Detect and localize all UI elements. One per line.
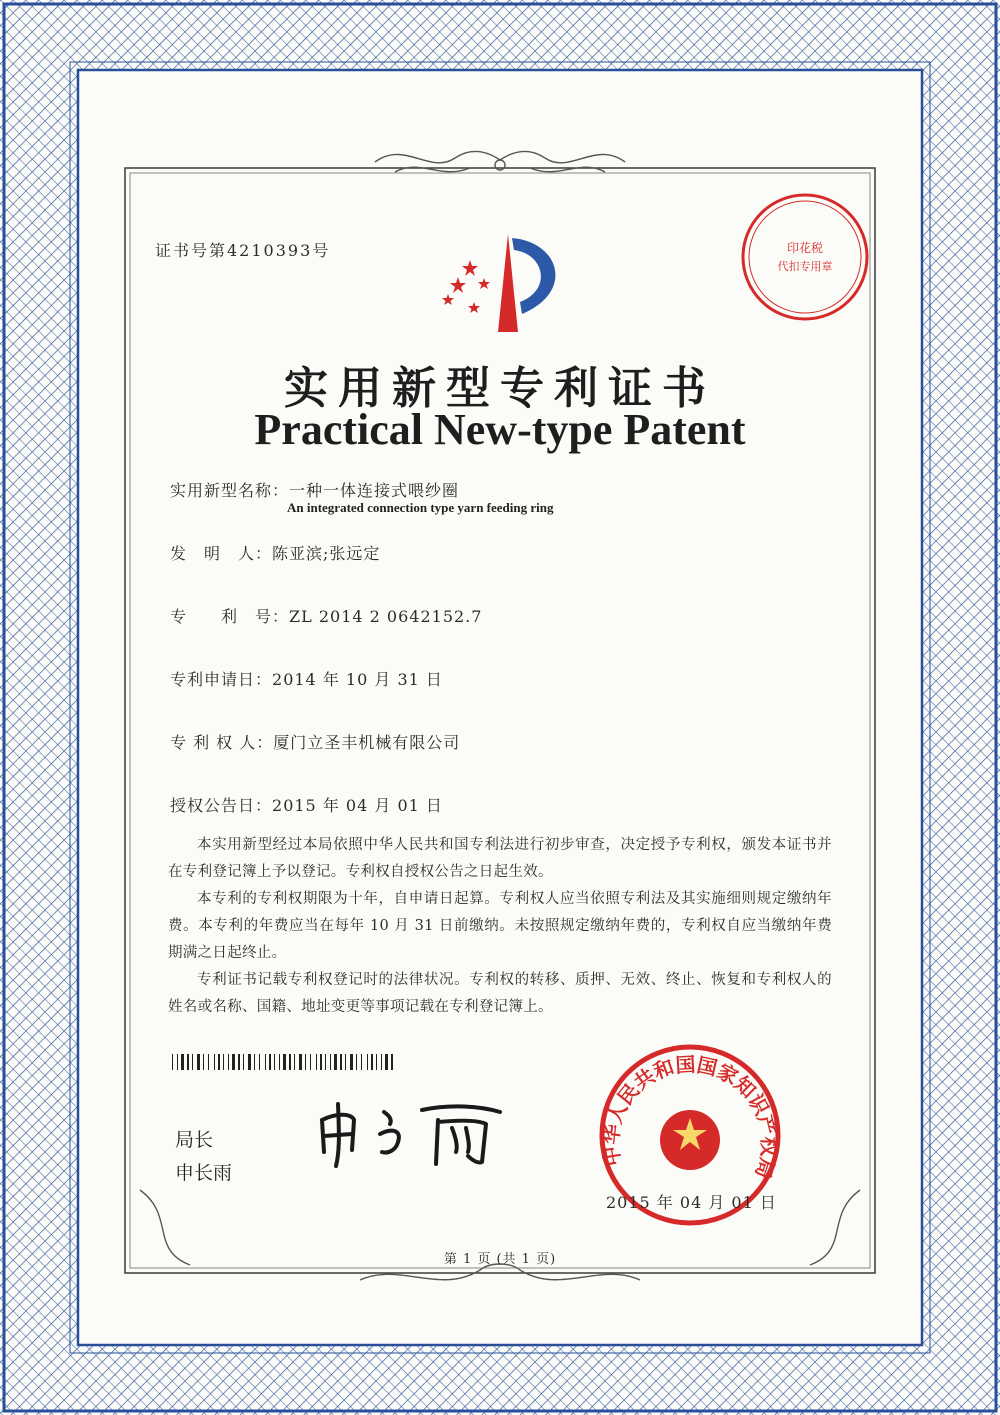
grant-date-row — [170, 793, 443, 816]
barcode-bar — [330, 1054, 331, 1070]
barcode-bar — [243, 1054, 244, 1070]
barcode-bar — [265, 1054, 266, 1070]
barcode-bar — [218, 1054, 220, 1070]
barcode-bar — [177, 1054, 178, 1070]
filing-date-row — [170, 667, 443, 690]
barcode-bar — [305, 1054, 306, 1070]
patentee-row — [170, 730, 460, 753]
barcode-bar — [274, 1054, 275, 1070]
barcode — [172, 1054, 394, 1070]
barcode-bar — [299, 1054, 302, 1070]
barcode-bar — [361, 1054, 362, 1070]
barcode-bar — [181, 1054, 184, 1070]
seal-date: 2015 年 04 月 01 日 — [606, 1193, 777, 1212]
barcode-bar — [254, 1054, 255, 1070]
patentee-label: 专 利 权 人： — [170, 733, 274, 752]
grant-date-value: 2015 年 04 月 01 日 — [272, 796, 443, 815]
barcode-bar — [325, 1054, 326, 1070]
svg-text:印花税: 印花税 — [786, 241, 824, 255]
inventor-row — [170, 541, 380, 564]
patent-number-value: ZL 2014 2 0642152.7 — [289, 607, 483, 626]
patent-number-row — [170, 604, 482, 627]
barcode-bar — [259, 1054, 260, 1070]
barcode-bar — [187, 1054, 189, 1070]
barcode-bar — [320, 1054, 322, 1070]
barcode-bar — [248, 1054, 251, 1070]
barcode-bar — [214, 1054, 215, 1070]
barcode-bar — [203, 1054, 204, 1070]
statement-paragraph-1: 本实用新型经过本局依照中华人民共和国专利法进行初步审查，决定授予专利权，颁发本证书并在专利登记簿上予以登记。专利权自授权公告之日起生效。 — [168, 837, 832, 880]
barcode-bar — [391, 1054, 393, 1070]
barcode-bar — [223, 1054, 224, 1070]
director-title: 局长 — [175, 1129, 214, 1151]
title-chinese: 实用新型专利证书 — [284, 363, 716, 414]
barcode-bar — [289, 1054, 291, 1070]
tax-seal-stamp — [738, 190, 872, 324]
barcode-bar — [192, 1054, 193, 1070]
utility-model-name-english: An integrated connection type yarn feeding ring — [287, 500, 554, 515]
certificate-statement — [168, 832, 832, 1021]
barcode-bar — [238, 1054, 240, 1070]
filing-date-value: 2014 年 10 月 31 日 — [272, 670, 443, 689]
barcode-bar — [172, 1054, 173, 1070]
handwritten-signature — [310, 1090, 510, 1170]
utility-model-name-value: 一种一体连接式喂纱圈 — [289, 481, 460, 500]
barcode-bar — [232, 1054, 235, 1070]
barcode-bar — [340, 1054, 342, 1070]
page-number: 第 1 页 (共 1 页) — [443, 1252, 557, 1267]
barcode-bar — [283, 1054, 286, 1070]
barcode-bar — [310, 1054, 311, 1070]
barcode-bar — [371, 1054, 373, 1070]
statement-paragraph-2: 本专利的专利权期限为十年，自申请日起算。专利权人应当依照专利法及其实施细则规定缴纳年费。本专利的年费应当在每年 10 月 31 日前缴纳。未按照规定缴纳年费的，专利权自应当缴纳年费期满之日起终止。 — [168, 891, 832, 961]
barcode-bar — [334, 1054, 337, 1070]
director-name: 申长雨 — [175, 1162, 233, 1184]
patent-office-logo-icon — [440, 232, 580, 342]
barcode-bar — [381, 1054, 382, 1070]
barcode-bar — [385, 1054, 388, 1070]
inventor-value: 陈亚滨;张远定 — [272, 544, 381, 563]
barcode-bar — [228, 1054, 229, 1070]
filing-date-label: 专利申请日： — [170, 670, 273, 689]
grant-date-label: 授权公告日： — [170, 796, 273, 815]
barcode-bar — [269, 1054, 271, 1070]
barcode-bar — [197, 1054, 200, 1070]
barcode-bar — [345, 1054, 346, 1070]
utility-model-name-row — [170, 478, 459, 501]
title-english: Practical New-type Patent — [254, 405, 746, 454]
barcode-bar — [376, 1054, 377, 1070]
barcode-bar — [294, 1054, 295, 1070]
statement-paragraph-3: 专利证书记载专利权登记时的法律状况。专利权的转移、质押、无效、终止、恢复和专利权人的姓名或名称、国籍、地址变更等事项记载在专利登记簿上。 — [168, 972, 832, 1015]
certificate-number: 证书号第4210393号 — [155, 241, 331, 260]
barcode-bar — [279, 1054, 280, 1070]
barcode-bar — [350, 1054, 353, 1070]
barcode-bar — [208, 1054, 209, 1070]
inventor-label: 发 明 人： — [170, 544, 273, 563]
seal-text: 中华人民共和国国家知识产权局 — [598, 1052, 782, 1182]
patent-number-label: 专 利 号： — [170, 607, 290, 626]
barcode-bar — [356, 1054, 357, 1070]
barcode-bar — [367, 1054, 368, 1070]
patentee-value: 厦门立圣丰机械有限公司 — [273, 733, 461, 752]
svg-text:代扣专用章: 代扣专用章 — [777, 260, 833, 273]
barcode-bar — [316, 1054, 317, 1070]
utility-model-name-label: 实用新型名称： — [170, 481, 290, 500]
